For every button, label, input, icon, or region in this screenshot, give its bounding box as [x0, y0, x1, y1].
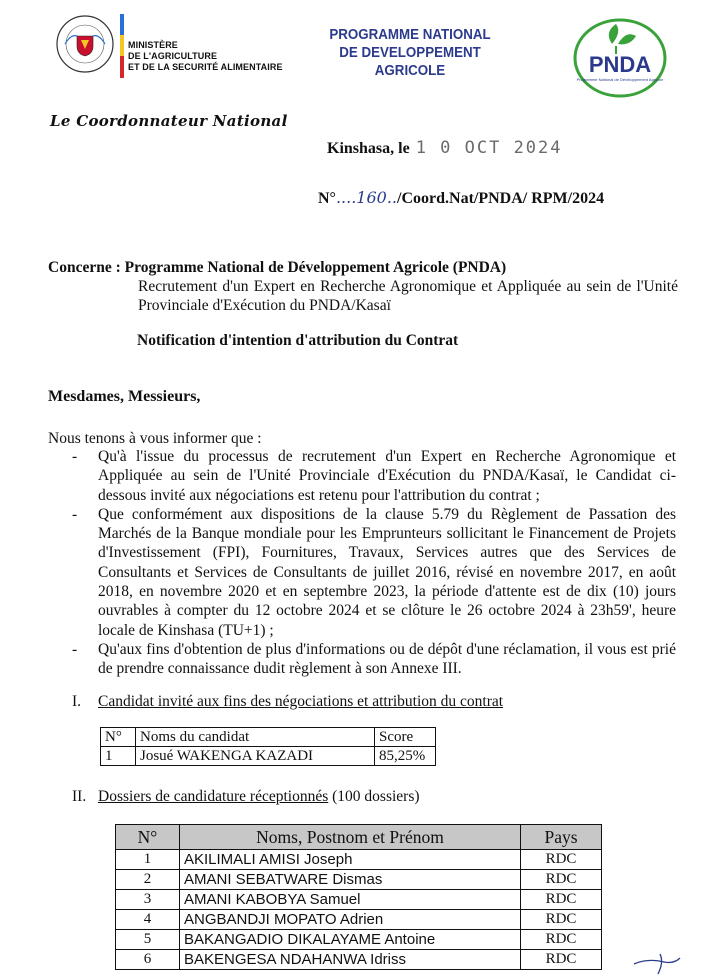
- cell-country: RDC: [521, 890, 602, 910]
- coat-of-arms-seal: [55, 14, 115, 74]
- list-item: - Que conformément aux dispositions de la clause 5.79 du Règlement de Passation des Marchés de la Banque mondiale pour les Emprunteurs sollicitant le Financement de Projets d'Investissement (FPI), Fournitures, Travaux, Services autres que des Services de Consultants et Services de Consultants de juillet 2016, révisé en novembre 2017, en août 2018, en novembre 2020 et en septembre 2023, la période d'attente est de dix (10) jours ouvrables à compter du 12 octobre 2024 et se clôture le 26 octobre 2024 à 23h59', heure locale de Kinshasa (TU+1) ;: [72, 505, 676, 640]
- table-header-row: [116, 825, 602, 850]
- cell-name: BAKANGADIO DIKALAYAME Antoine: [180, 930, 521, 950]
- table-row: [101, 747, 436, 766]
- section-number: II.: [72, 788, 87, 805]
- table-row: [116, 910, 602, 930]
- program-line: DE DEVELOPPEMENT: [339, 45, 481, 61]
- subject-block: [48, 258, 678, 315]
- notification-heading: Notification d'intention d'attribution du Contrat: [137, 332, 459, 349]
- table-row: [116, 870, 602, 890]
- cell-name: Josué WAKENGA KAZADI: [136, 747, 375, 766]
- reference-number: [318, 188, 604, 208]
- table-row: [116, 850, 602, 870]
- ministry-line: MINISTÈRE: [128, 40, 178, 50]
- place-label: Kinshasa, le: [327, 140, 410, 157]
- place-date: [327, 138, 563, 158]
- cell-name: AKILIMALI AMISI Joseph: [180, 850, 521, 870]
- cell-country: RDC: [521, 930, 602, 950]
- cell-number: 1: [101, 747, 136, 766]
- col-header: N°: [101, 728, 136, 747]
- subject-label: Concerne :: [48, 259, 121, 276]
- cell-number: 4: [116, 910, 180, 930]
- applications-table: [115, 824, 602, 970]
- cell-country: RDC: [521, 870, 602, 890]
- program-name: [327, 26, 493, 80]
- flag-color-strip: [120, 14, 124, 78]
- cell-number: 2: [116, 870, 180, 890]
- cell-name: BAKENGESA NDAHANWA Idriss: [180, 950, 521, 970]
- svg-text:Programme National de Développ: Programme National de Développement Agricole: [576, 77, 664, 82]
- col-header: Noms, Postnom et Prénom: [180, 825, 521, 850]
- ref-suffix: /Coord.Nat/PNDA/ RPM/2024: [397, 190, 605, 207]
- program-line: AGRICOLE: [374, 63, 446, 79]
- list-item: - Qu'à l'issue du processus de recrutement d'un Expert en Recherche Agronomique et Appliquée au sein de l'Unité Provinciale d'Exécution du PNDA/Kasaï, le Candidat ci-dessous invité aux négociations est retenu pour l'attribution du contrat ;: [72, 447, 676, 505]
- table-header-row: [101, 728, 436, 747]
- ministry-name: [128, 40, 283, 73]
- cell-country: RDC: [521, 910, 602, 930]
- table-row: [116, 950, 602, 970]
- col-header: N°: [116, 825, 180, 850]
- cell-number: 3: [116, 890, 180, 910]
- cell-number: 6: [116, 950, 180, 970]
- selected-candidate-table: [100, 727, 436, 766]
- ref-prefix: N°: [318, 190, 336, 207]
- cell-score: 85,25%: [375, 747, 436, 766]
- ref-handwritten-number: ....160..: [335, 188, 398, 207]
- col-header: Score: [375, 728, 436, 747]
- program-line: PROGRAMME NATIONAL: [329, 27, 491, 43]
- subject-description: Recrutement d'un Expert en Recherche Agronomique et Appliquée au sein de l'Unité Provinciale d'Exécution du PNDA/Kasaï: [138, 278, 678, 314]
- intro-text: Nous tenons à vous informer que :: [48, 430, 262, 447]
- cell-country: RDC: [521, 850, 602, 870]
- list-item: - Qu'aux fins d'obtention de plus d'informations ou de dépôt d'une réclamation, il vous est prié de prendre connaissance dudit règlement à son Annexe III.: [72, 640, 676, 679]
- svg-text:PNDA: PNDA: [588, 52, 652, 77]
- section-count: (100 dossiers): [328, 788, 420, 805]
- section-1-heading: [72, 693, 503, 711]
- date-stamp: 1 0 OCT 2024: [415, 138, 563, 158]
- section-title: Dossiers de candidature réceptionnés: [98, 788, 329, 805]
- cell-name: AMANI KABOBYA Samuel: [180, 890, 521, 910]
- cell-name: AMANI SEBATWARE Dismas: [180, 870, 521, 890]
- ministry-line: ET DE LA SECURITÉ ALIMENTAIRE: [128, 62, 283, 72]
- col-header: Pays: [521, 825, 602, 850]
- signature-mark: [632, 950, 682, 976]
- ministry-line: DE L'AGRICULTURE: [128, 51, 218, 61]
- table-row: [116, 930, 602, 950]
- col-header: Noms du candidat: [136, 728, 375, 747]
- section-number: I.: [72, 693, 82, 710]
- notice-list: [72, 447, 676, 679]
- pnda-logo: [572, 14, 668, 98]
- salutation: Mesdames, Messieurs,: [48, 388, 201, 405]
- cell-name: ANGBANDJI MOPATO Adrien: [180, 910, 521, 930]
- section-title: Candidat invité aux fins des négociations et attribution du contrat: [98, 693, 504, 710]
- subject-title: Programme National de Développement Agricole (PNDA): [124, 259, 507, 276]
- cell-number: 5: [116, 930, 180, 950]
- section-2-heading: [72, 788, 420, 806]
- coordinator-title: Le Coordonnateur National: [50, 112, 288, 130]
- cell-country: RDC: [521, 950, 602, 970]
- table-row: [116, 890, 602, 910]
- cell-number: 1: [116, 850, 180, 870]
